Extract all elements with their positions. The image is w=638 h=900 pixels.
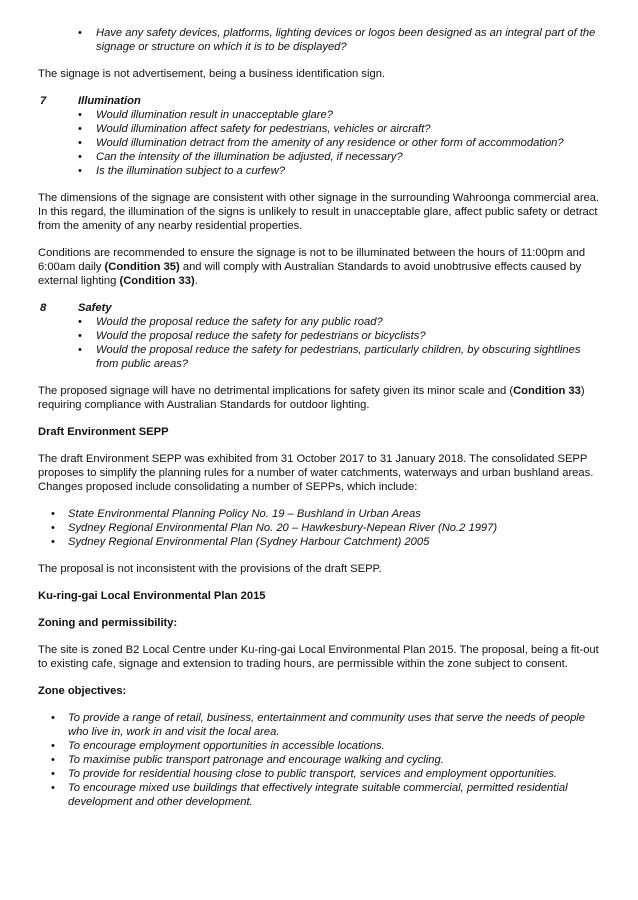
section-title: Illumination — [78, 95, 141, 107]
signage-statement: The signage is not advertisement, being a business identification sign. — [38, 68, 386, 80]
list-item: • Would the proposal reduce the safety for pedestrians, particularly children, by obscuring sightlines from public areas? — [78, 344, 581, 370]
condition-reference: (Condition 35) — [104, 261, 180, 273]
bullet-icon: • — [51, 768, 55, 780]
zoning-paragraph: The site is zoned B2 Local Centre under Ku-ring-gai Local Environmental Plan 2015. The proposal, being a fit-out to existing cafe, signage and extension to trading hours, are permissible within the zone subject to consent. — [38, 644, 599, 670]
zone-objectives-heading: Zone objectives: — [38, 685, 127, 697]
list-item: • Is the illumination subject to a curfew? — [78, 165, 286, 177]
bullet-icon: • — [78, 123, 82, 135]
section-heading-safety — [38, 301, 604, 315]
illumination-paragraph-2: Conditions are recommended to ensure the signage is not to be illuminated between the hours of 11:00pm and 6:00am daily (Condition 35) and will comply with Australian Standards to avoid unobtrusive effects caused by external lighting (Condition 33). — [38, 247, 586, 287]
list-item: • Sydney Regional Environmental Plan No. 20 – Hawkesbury-Nepean River (No.2 1997) — [51, 522, 498, 534]
intro-bullet-text: Have any safety devices, platforms, lighting devices or logos been designed as an integral part of the signage or structure on which it is to be displayed? — [96, 27, 596, 53]
list-item: • Can the intensity of the illumination be adjusted, if necessary? — [78, 151, 403, 163]
safety-bullet-list — [38, 315, 604, 371]
zoning-heading: Zoning and permissibility: — [38, 617, 178, 629]
section-number: 8 — [40, 302, 47, 314]
intro-bullet-list — [38, 26, 604, 54]
draft-sepp-paragraph: The draft Environment SEPP was exhibited from 31 October 2017 to 31 January 2018. The consolidated SEPP proposes to simplify the planning rules for a number of water catchments, waterways and urban bushland areas. Changes proposed include consolidating a number of SEPPs, which include: — [38, 453, 594, 493]
draft-sepp-conclusion: The proposal is not inconsistent with the provisions of the draft SEPP. — [38, 563, 382, 575]
list-item: • Would illumination affect safety for pedestrians, vehicles or aircraft? — [78, 123, 431, 135]
document-page — [38, 26, 604, 809]
section-title: Safety — [78, 302, 112, 314]
bullet-icon: • — [51, 754, 55, 766]
bullet-icon: • — [51, 522, 55, 534]
draft-sepp-heading: Draft Environment SEPP — [38, 426, 169, 438]
lep-heading: Ku-ring-gai Local Environmental Plan 2015 — [38, 590, 266, 602]
bullet-icon: • — [51, 712, 55, 724]
bullet-icon: • — [78, 27, 82, 39]
safety-paragraph: The proposed signage will have no detrimental implications for safety given its minor scale and (Condition 33) requiring compliance with Australian Standards for outdoor lighting. — [38, 385, 585, 411]
bullet-icon: • — [78, 137, 82, 149]
bullet-icon: • — [78, 109, 82, 121]
illumination-bullet-list — [38, 108, 604, 178]
illumination-paragraph-1: The dimensions of the signage are consistent with other signage in the surrounding Wahroonga commercial area. In this regard, the illumination of the signs is unlikely to result in unacceptable glare, affect public safety or detract from the amenity of any nearby residential properties. — [38, 192, 600, 232]
bullet-icon: • — [78, 344, 82, 356]
condition-reference: Condition 33 — [513, 385, 581, 397]
list-item — [38, 26, 604, 54]
section-number: 7 — [40, 95, 47, 107]
list-item: • To provide a range of retail, business, entertainment and community uses that serve the needs of people who live in, work in and visit the local area. — [51, 712, 586, 738]
list-item: • State Environmental Planning Policy No. 19 – Bushland in Urban Areas — [51, 508, 421, 520]
bullet-icon: • — [51, 508, 55, 520]
list-item: • To provide for residential housing close to public transport, services and employment opportunities. — [51, 768, 557, 780]
bullet-icon: • — [51, 740, 55, 752]
list-item: • To encourage mixed use buildings that effectively integrate suitable commercial, permitted residential development and other development. — [51, 782, 568, 808]
bullet-icon: • — [78, 316, 82, 328]
sepp-bullet-list — [38, 507, 604, 549]
bullet-icon: • — [51, 782, 55, 794]
list-item: • To encourage employment opportunities in accessible locations. — [51, 740, 385, 752]
list-item: • Would illumination detract from the amenity of any residence or other form of accommodation? — [78, 137, 564, 149]
list-item: • Would illumination result in unacceptable glare? — [78, 109, 333, 121]
section-heading-illumination — [38, 94, 604, 108]
condition-reference: (Condition 33) — [119, 275, 195, 287]
bullet-icon: • — [78, 330, 82, 342]
list-item: • To maximise public transport patronage and encourage walking and cycling. — [51, 754, 444, 766]
bullet-icon: • — [51, 536, 55, 548]
bullet-icon: • — [78, 165, 82, 177]
list-item: • Sydney Regional Environmental Plan (Sydney Harbour Catchment) 2005 — [51, 536, 430, 548]
list-item: • Would the proposal reduce the safety for pedestrians or bicyclists? — [78, 330, 426, 342]
zone-objectives-list — [38, 711, 604, 809]
list-item: • Would the proposal reduce the safety for any public road? — [78, 316, 383, 328]
bullet-icon: • — [78, 151, 82, 163]
